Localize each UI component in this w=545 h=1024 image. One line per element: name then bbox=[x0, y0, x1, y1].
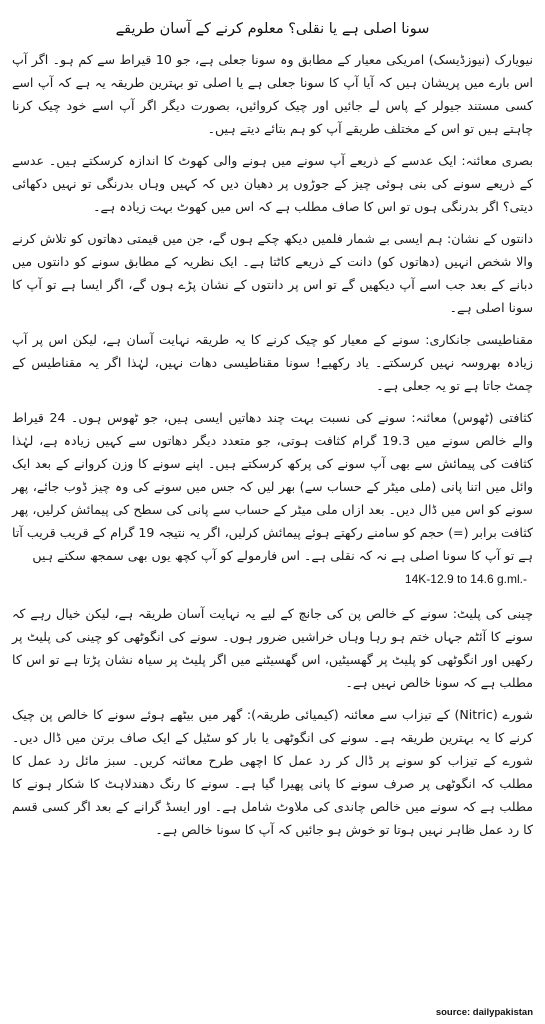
source-credit: source: dailypakistan bbox=[435, 1007, 533, 1018]
article-title: سونا اصلی ہے یا نقلی؟ معلوم کرنے کے آسان طریقے bbox=[115, 21, 430, 37]
paragraph-visual-inspection: بصری معائنہ: ایک عدسے کے ذریعے آپ سونے میں ہونے والی کھوٹ کا اندازہ کرسکتے ہیں۔ عدسے کے ذریعے سونے کی بنی ہوئی چیز کے جوڑوں پر دھیان دیں کہ کہیں وہاں بدرنگی تو نہیں دکھائی دیتی؟ اگر بدرنگی ہوں تو اس کا صاف مطلب ہے کہ اس میں کھوٹ بہت زیادہ ہے۔ bbox=[12, 153, 533, 214]
paragraph-nitric-acid: شورے (Nitric) کے تیزاب سے معائنہ (کیمیائی طریقہ): گھر میں بیٹھے ہوئے سونے کا خالص پن چیک کرنے کا یہ بہترین طریقہ ہے۔ سونے کی انگوٹھی یا بار کو سٹیل کے ایک صاف برتن میں ڈال دیں۔ شورے کے تیزاب کو سونے پر ڈال کر رد عمل کا اچھی طرح معائنہ کریں۔ سبز مائل رد عمل کا مطلب کہ انگوٹھی پر صرف سونے کا پانی پھیرا گیا ہے۔ سونے کا رنگ دھندلاہٹ کا شکار ہونے کا مطلب ہے کہ سونے میں خالص چاندی کی ملاوٹ شامل ہے۔ اور ایسڈ گرانے کے بعد اگر کسی قسم کا رد عمل ظاہر نہیں ہوتا تو خوش ہو جائیں کہ آپ کا سونا خالص ہے۔ bbox=[12, 707, 534, 837]
paragraph-intro: نیویارک (نیوزڈیسک) امریکی معیار کے مطابق وہ سونا جعلی ہے، جو 10 قیراط سے کم ہو۔ اگر آپ اس بارے میں پریشان ہیں کہ آیا آپ کا سونا جعلی ہے یا اصلی تو بہترین طریقہ یہ ہے کہ آپ اسے کسی مستند جیولر کے پاس لے جائیں اور چیک کروائیں، بصورت دیگر اگر آپ اسے خود چیک کرنا چاہتے ہیں تو اس کے مختلف طریقے آپ کو ہم بتائے دیتے ہیں۔ bbox=[12, 52, 533, 136]
paragraph-teeth-marks: دانتوں کے نشان: ہم ایسی بے شمار فلمیں دیکھ چکے ہوں گے، جن میں قیمتی دھاتوں کو تلاش کرنے والا شخص انہیں (دھاتوں کو) دانت کے ذریعے کاٹتا ہے۔ ایک نظریہ کے مطابق سونے کو دانتوں میں دبانے کے بعد جب اسے آپ دیکھیں گے تو اس پر دانتوں کے نشان پڑے ہوں گے، اگر ایسا ہے تو آپ کا سونا اصلی ہے۔ bbox=[12, 231, 533, 315]
density-formula: 14K-12.9 to 14.6 g.ml.- bbox=[404, 572, 527, 586]
paragraph-magnet-test: مقناطیسی جانکاری: سونے کے معیار کو چیک کرنے کا یہ طریقہ نہایت آسان ہے، لیکن اس پر آپ زیادہ بھروسہ نہیں کرسکتے۔ یاد رکھیے! سونا مقناطیسی دھات نہیں، لہٰذا اگر یہ مقناطیس کے چمٹ جاتا ہے تو یہ جعلی ہے۔ bbox=[12, 332, 533, 393]
paragraph-density-test: کثافتی (ٹھوس) معائنہ: سونے کی نسبت بہت چند دھاتیں ایسی ہیں، جو ٹھوس ہوں۔ 24 قیراط والے خالص سونے میں 19.3 گرام کثافت ہوتی، جو متعدد دیگر دھاتوں سے کہیں زیادہ ہے، لہٰذا کثافت کی پیمائش سے بھی آپ سونے کی پرکھ کرسکتے ہیں۔ اپنے سونے کا وزن کروانے کے بعد ایک وائل میں اتنا پانی (ملی میٹر کے حساب سے) بھر لیں کہ جس میں سونے کی وہ چیز ڈوب جائے، پھر سونے کو اس میں ڈال دیں۔ بعد ازاں ملی میٹر کے حساب سے پانی کی سطح کی پیمائش کرلیں، پھر کثافت برابر (=) حجم کو سامنے رکھتے ہوئے پیمائش کرلیں، اگر یہ نتیجہ 19 گرام کے قریب قریب آتا ہے تو آپ کا سونا اصلی ہے نہ کہ نقلی ہے۔ اس فارمولے کو آپ کچھ یوں بھی سمجھ سکتے ہیں bbox=[12, 410, 534, 563]
paragraph-ceramic-plate: چینی کی پلیٹ: سونے کے خالص پن کی جانچ کے لیے یہ نہایت آسان طریقہ ہے، لیکن خیال رہے کہ سونے کا آئٹم جہاں ختم ہو رہا وہاں خراشیں ضرور ہوں۔ سونے کی انگوٹھی کو چینی کی پلیٹ پر رکھیں اور انگوٹھی کو پلیٹ پر گھسیٹیں، اس گھسیٹنے میں اگر پلیٹ پر سیاہ نشان پڑتا ہے تو اس کا مطلب ہے کہ سونا خالص نہیں ہے۔ bbox=[12, 606, 533, 690]
